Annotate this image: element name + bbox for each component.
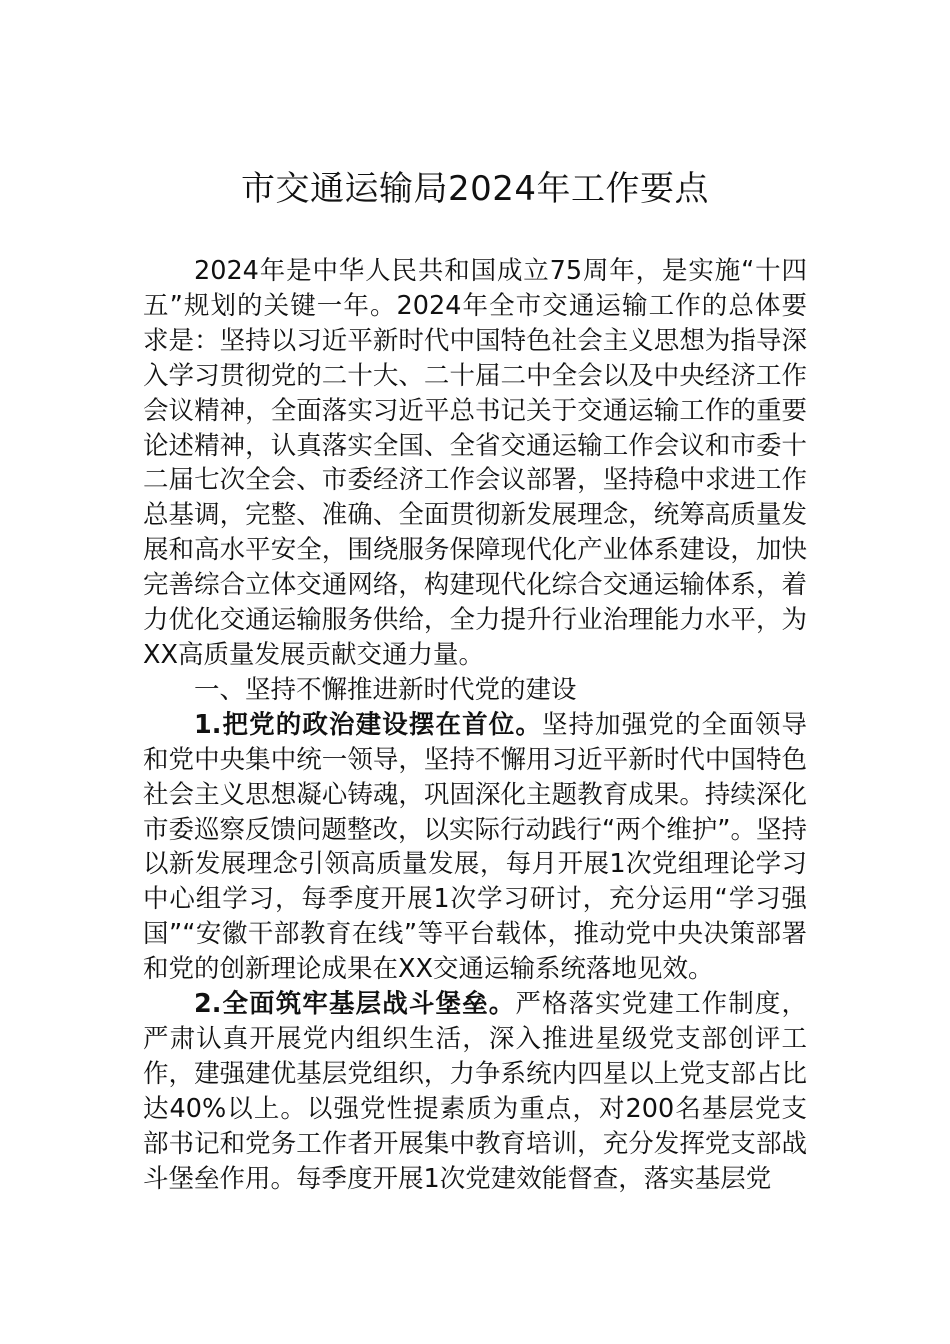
item-lead-2: 2.全面筑牢基层战斗堡垒。 xyxy=(194,989,516,1020)
item-paragraph-1 xyxy=(143,708,807,987)
item-lead-1: 1.把党的政治建设摆在首位。 xyxy=(194,709,542,740)
item-text-2: 严格落实党建工作制度，严肃认真开展党内组织生活，深入推进星级党支部创评工作，建强建优基层党组织，力争系统内四星以上党支部占比达40%以上。以强党性提素质为重点，对200名基层党支部书记和党务工作者开展集中教育培训，充分发挥党支部战斗堡垒作用。每季度开展1次党建效能督查，落实基层党 xyxy=(143,989,807,1194)
section-heading: 一、坚持不懈推进新时代党的建设 xyxy=(194,674,577,705)
document-body xyxy=(143,254,807,1196)
item-paragraph-2 xyxy=(143,987,807,1196)
intro-paragraph: 2024年是中华人民共和国成立75周年，是实施“十四五”规划的关键一年。2024年全市交通运输工作的总体要求是：坚持以习近平新时代中国特色社会主义思想为指导深入学习贯彻党的二十大、二十届二中全会以及中央经济工作会议精神，全面落实习近平总书记关于交通运输工作的重要论述精神，认真落实全国、全省交通运输工作会议和市委十二届七次全会、市委经济工作会议部署，坚持稳中求进工作总基调，完整、准确、全面贯彻新发展理念，统筹高质量发展和高水平安全，围绕服务保障现代化产业体系建设，加快完善综合立体交通网络，构建现代化综合交通运输体系，着力优化交通运输服务供给，全力提升行业治理能力水平，为XX高质量发展贡献交通力量。 xyxy=(143,256,807,670)
document-title: 市交通运输局2024年工作要点 xyxy=(240,169,710,209)
item-text-1: 坚持加强党的全面领导和党中央集中统一领导，坚持不懈用习近平新时代中国特色社会主义思想凝心铸魂，巩固深化主题教育成果。持续深化市委巡察反馈问题整改，以实际行动践行“两个维护”。坚持以新发展理念引领高质量发展，每月开展1次党组理论学习中心组学习，每季度开展1次学习研讨，充分运用“学习强国”“安徽干部教育在线”等平台载体，推动党中央决策部署和党的创新理论成果在XX交通运输系统落地见效。 xyxy=(143,709,807,985)
